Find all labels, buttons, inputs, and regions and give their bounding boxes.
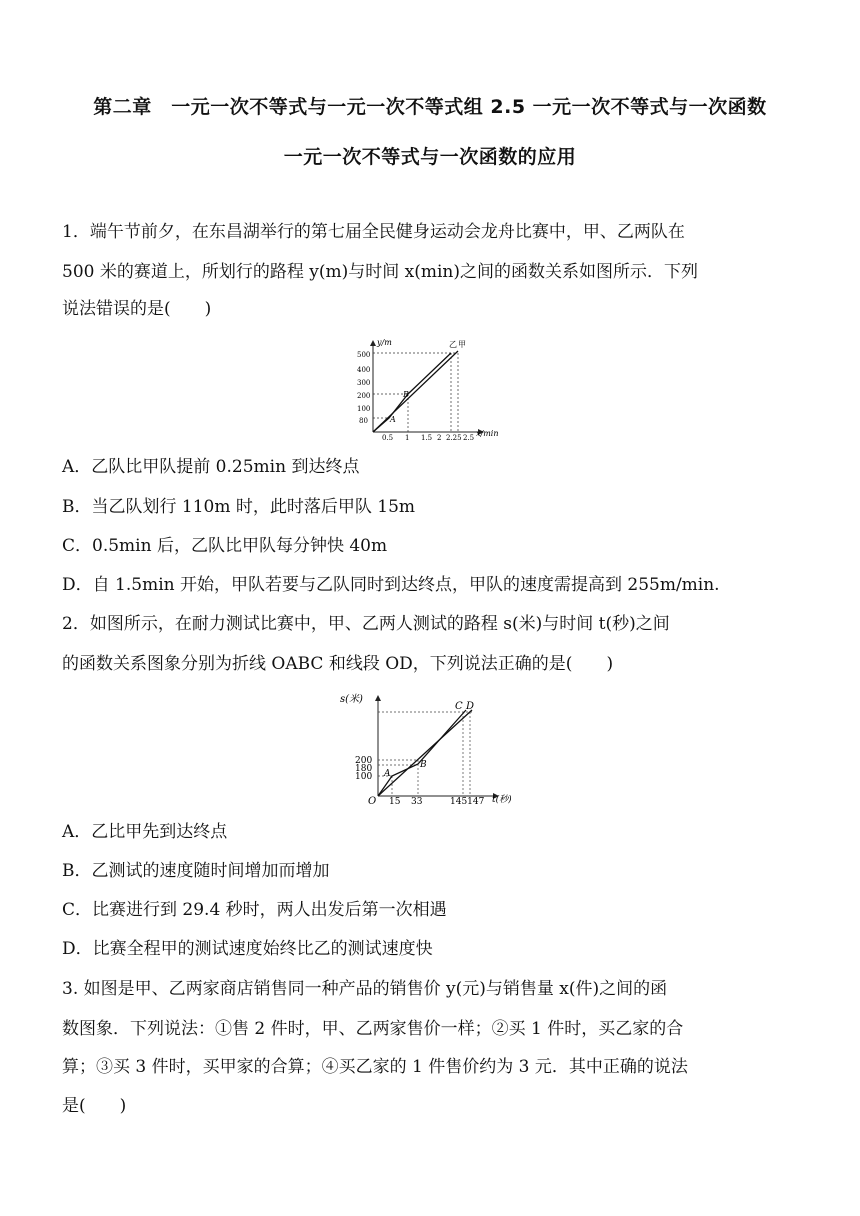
q2-xtick: 33 bbox=[411, 797, 423, 807]
q2-label-c: C bbox=[455, 701, 463, 712]
q1-label-yi: 乙 bbox=[449, 340, 457, 349]
q1-xtick: 1.5 bbox=[421, 434, 433, 442]
q2-origin: O bbox=[368, 796, 377, 807]
q2-option-b: B．乙测试的速度随时间增加而增加 bbox=[62, 861, 330, 881]
q2-line-od bbox=[378, 710, 472, 796]
q1-xtick: 2.25 bbox=[446, 434, 462, 442]
q2-ytick: 100 bbox=[355, 772, 373, 782]
q2-figure bbox=[338, 688, 523, 810]
q2-x-label: t(秒) bbox=[492, 795, 512, 805]
q1-x-label: x/min bbox=[476, 429, 499, 438]
q3-stem-line3: 算；③买 3 件时，买甲家的合算；④买乙家的 1 件售价约为 3 元．其中正确的说法 bbox=[62, 1057, 688, 1077]
q1-label-a: A bbox=[390, 415, 396, 424]
q1-ytick: 500 bbox=[357, 351, 371, 359]
q2-ytick: 200 bbox=[355, 756, 373, 766]
q2-option-d: D．比赛全程甲的测试速度始终比乙的测试速度快 bbox=[62, 939, 433, 959]
q2-y-label: s(米) bbox=[340, 694, 363, 705]
q2-xtick: 15 bbox=[389, 797, 401, 807]
q1-xtick: 2 bbox=[437, 434, 442, 442]
chapter-title: 第二章 一元一次不等式与一元一次不等式组 2.5 一元一次不等式与一次函数 bbox=[93, 96, 767, 118]
q1-xtick: 1 bbox=[405, 434, 410, 442]
q1-ytick: 200 bbox=[357, 392, 371, 400]
q1-option-b: B．当乙队划行 110m 时，此时落后甲队 15m bbox=[62, 497, 416, 517]
q2-stem-line2: 的函数关系图象分别为折线 OABC 和线段 OD，下列说法正确的是( ) bbox=[62, 654, 614, 674]
q1-ytick: 400 bbox=[357, 366, 371, 374]
q1-option-d: D．自 1.5min 开始，甲队若要与乙队同时到达终点，甲队的速度需提高到 255m/min. bbox=[62, 575, 720, 595]
q1-stem-line1: 1．端午节前夕，在东昌湖举行的第七届全民健身运动会龙舟比赛中，甲、乙两队在 bbox=[62, 222, 685, 242]
q1-line-jia bbox=[373, 351, 458, 432]
q1-xtick: 0.5 bbox=[382, 434, 394, 442]
q3-stem-line4: 是( ) bbox=[62, 1096, 127, 1116]
q1-y-label: y/m bbox=[377, 338, 392, 347]
q2-label-a: A bbox=[384, 769, 391, 779]
q2-option-c: C．比赛进行到 29.4 秒时，两人出发后第一次相遇 bbox=[62, 900, 447, 920]
q2-ytick: 180 bbox=[355, 764, 373, 774]
q2-label-b: B bbox=[420, 760, 427, 770]
q1-option-a: A．乙队比甲队提前 0.25min 到达终点 bbox=[62, 457, 360, 477]
q2-stem-line1: 2．如图所示，在耐力测试比赛中，甲、乙两人测试的路程 s(米)与时间 t(秒)之间 bbox=[62, 614, 670, 634]
q2-xtick: 145147 bbox=[450, 797, 485, 807]
q2-label-d: D bbox=[466, 701, 475, 712]
q1-label-b: B bbox=[403, 390, 409, 399]
q3-stem-line1: 3. 如图是甲、乙两家商店销售同一种产品的销售价 y(元)与销售量 x(件)之间的函 bbox=[62, 979, 668, 999]
q1-ytick: 100 bbox=[357, 405, 371, 413]
q1-ytick: 80 bbox=[359, 417, 368, 425]
section-title: 一元一次不等式与一次函数的应用 bbox=[283, 146, 577, 168]
q1-stem-line3: 说法错误的是( ) bbox=[62, 299, 212, 319]
q1-option-c: C．0.5min 后，乙队比甲队每分钟快 40m bbox=[62, 536, 388, 556]
q1-figure bbox=[355, 335, 510, 445]
q1-stem-line2: 500 米的赛道上，所划行的路程 y(m)与时间 x(min)之间的函数关系如图所示．下列 bbox=[62, 262, 699, 282]
q3-stem-line2: 数图象．下列说法：①售 2 件时，甲、乙两家售价一样；②买 1 件时，买乙家的合 bbox=[62, 1019, 684, 1039]
q1-ytick: 300 bbox=[357, 379, 371, 387]
q1-xtick: 2.5 bbox=[463, 434, 475, 442]
q1-label-jia: 甲 bbox=[458, 340, 466, 349]
q2-option-a: A．乙比甲先到达终点 bbox=[62, 822, 228, 842]
